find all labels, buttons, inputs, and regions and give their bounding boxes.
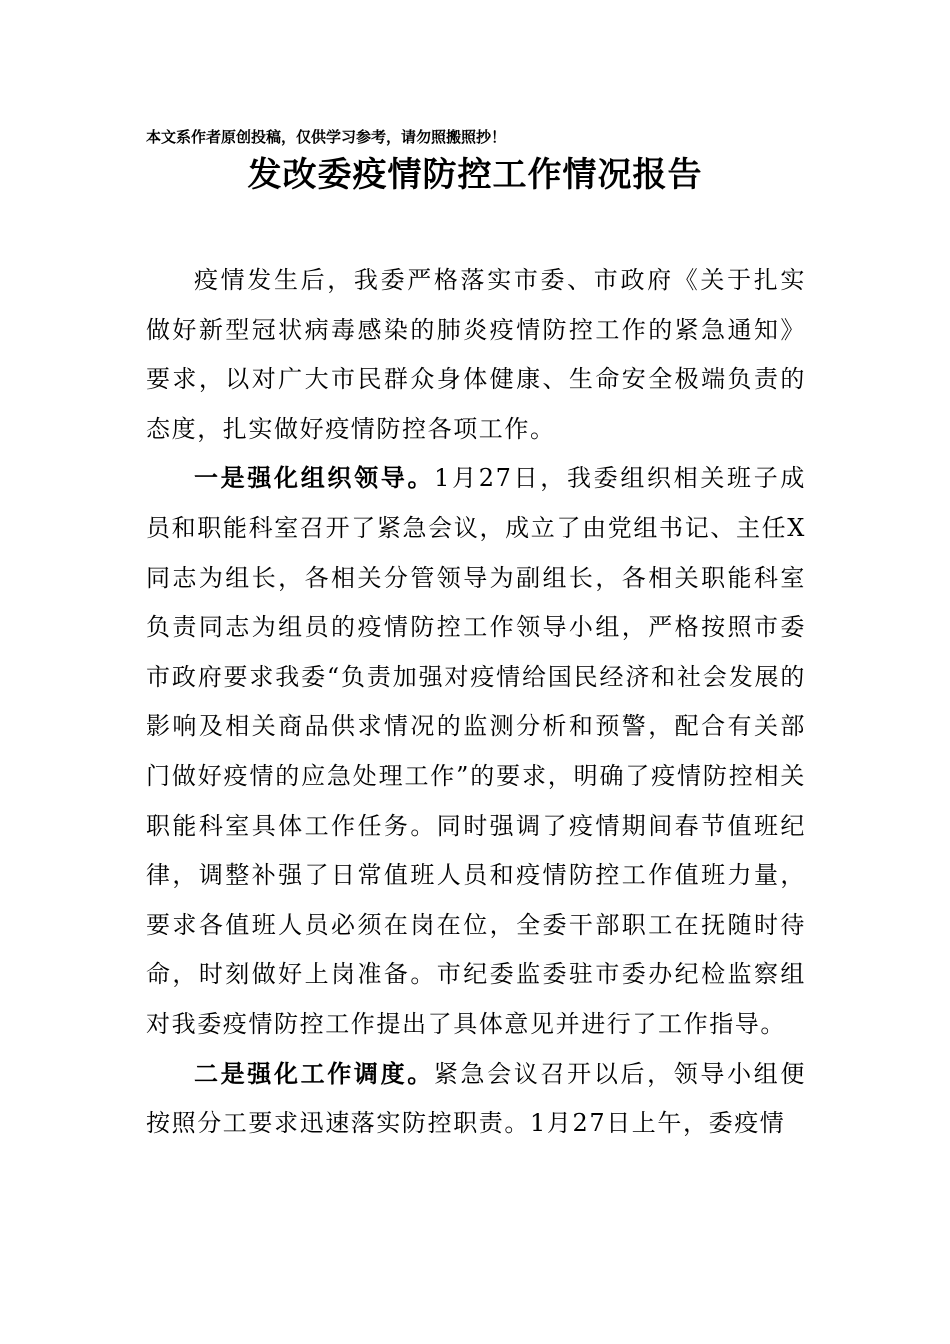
document-body	[146, 256, 806, 1149]
paragraph-scheduling	[146, 1050, 806, 1149]
paragraph-text: 紧急会议召开以后，领导小组便按照分工要求迅速落实防控职责。1月27日上午，委疫情	[146, 1059, 806, 1138]
paragraph-intro	[146, 256, 806, 454]
paragraph-organization	[146, 454, 806, 1049]
paragraph-heading: 二是强化工作调度。	[194, 1059, 434, 1088]
paragraph-heading: 一是强化组织领导。	[194, 464, 435, 493]
copyright-notice: 本文系作者原创投稿，仅供学习参考，请勿照搬照抄！	[146, 128, 507, 146]
paragraph-text: 1月27日，我委组织相关班子成员和职能科室召开了紧急会议，成立了由党组书记、主任X同志为组长，各相关分管领导为副组长，各相关职能科室负责同志为组员的疫情防控工作领导小组，严格按照市委市政府要求我委“负责加强对疫情给国民经济和社会发展的影响及相关商品供求情况的监测分析和预警，配合有关部门做好疫情的应急处理工作”的要求，明确了疫情防控相关职能科室具体工作任务。同时强调了疫情期间春节值班纪律，调整补强了日常值班人员和疫情防控工作值班力量，要求各值班人员必须在岗在位，全委干部职工在抚随时待命，时刻做好上岗准备。市纪委监委驻市委办纪检监察组对我委疫情防控工作提出了具体意见并进行了工作指导。	[146, 464, 807, 1038]
document-title: 发改委疫情防控工作情况报告	[247, 155, 703, 195]
paragraph-text: 疫情发生后，我委严格落实市委、市政府《关于扎实做好新型冠状病毒感染的肺炎疫情防控工作的紧急通知》要求，以对广大市民群众身体健康、生命安全极端负责的态度，扎实做好疫情防控各项工作。	[146, 266, 806, 443]
